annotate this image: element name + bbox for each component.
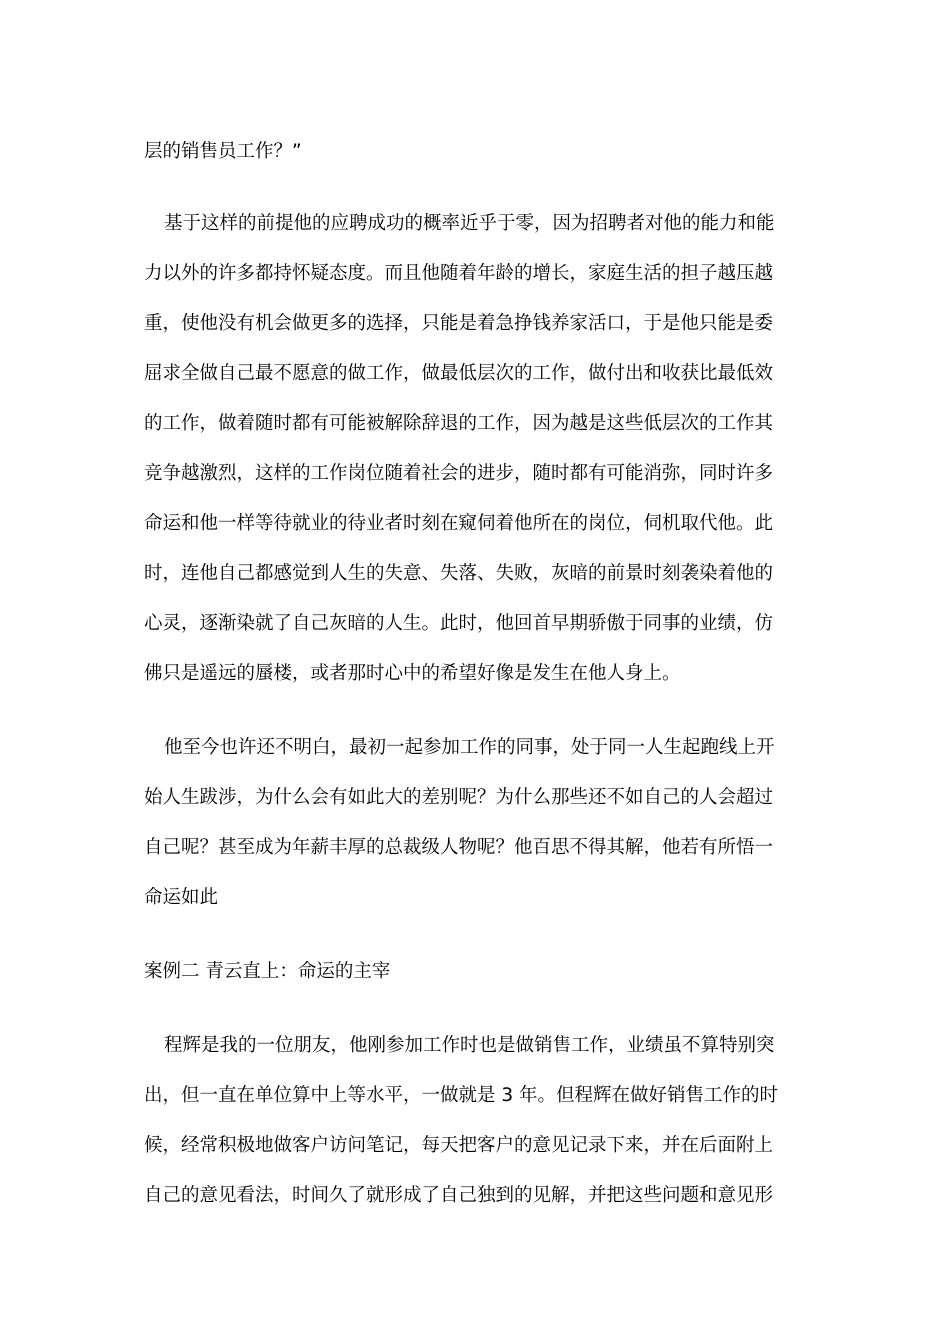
paragraph-line: 自己的意见看法，时间久了就形成了自己独到的见解，并把这些问题和意见形 — [144, 1185, 774, 1206]
paragraph-line: 出，但一直在单位算中上等水平，一做就是 3 年。但程辉在做好销售工作的时 — [144, 1085, 779, 1106]
paragraph-line: 基于这样的前提他的应聘成功的概率近乎于零，因为招聘者对他的能力和能 — [164, 213, 775, 234]
paragraph-line: 力以外的许多都持怀疑态度。而且他随着年龄的增长，家庭生活的担子越压越 — [144, 263, 774, 284]
paragraph-line: 重，使他没有机会做更多的选择，只能是着急挣钱养家活口，于是他只能是委 — [144, 313, 774, 334]
paragraph-line: 始人生跋涉，为什么会有如此大的差别呢？为什么那些还不如自己的人会超过 — [144, 787, 774, 808]
paragraph-line: 命运如此 — [144, 887, 219, 908]
paragraph-line: 的工作，做着随时都有可能被解除辞退的工作，因为越是这些低层次的工作其 — [144, 413, 774, 434]
carryover-line: 层的销售员工作？” — [144, 141, 302, 162]
paragraph-line: 时，连他自己都感觉到人生的失意、失落、失败，灰暗的前景时刻袭染着他的 — [144, 563, 774, 584]
paragraph-line: 佛只是遥远的蜃楼，或者那时心中的希望好像是发生在他人身上。 — [144, 663, 681, 684]
paragraph-line: 程辉是我的一位朋友，他刚参加工作时也是做销售工作，业绩虽不算特别突 — [164, 1035, 775, 1056]
paragraph-line: 自己呢？甚至成为年薪丰厚的总裁级人物呢？他百思不得其解，他若有所悟一 — [144, 837, 774, 858]
paragraph-line: 候，经常积极地做客户访问笔记，每天把客户的意见记录下来，并在后面附上 — [144, 1135, 774, 1156]
paragraph-line: 屈求全做自己最不愿意的做工作，做最低层次的工作，做付出和收获比最低效 — [144, 363, 774, 384]
paragraph-line: 心灵，逐渐染就了自己灰暗的人生。此时，他回首早期骄傲于同事的业绩，仿 — [144, 613, 774, 634]
paragraph-line: 他至今也许还不明白，最初一起参加工作的同事，处于同一人生起跑线上开 — [164, 737, 775, 758]
paragraph-line: 竞争越激烈，这样的工作岗位随着社会的进步，随时都有可能消弥，同时许多 — [144, 463, 774, 484]
paragraph-line: 命运和他一样等待就业的待业者时刻在窥伺着他所在的岗位，伺机取代他。此 — [144, 513, 774, 534]
section-heading: 案例二 青云直上：命运的主宰 — [144, 961, 391, 982]
